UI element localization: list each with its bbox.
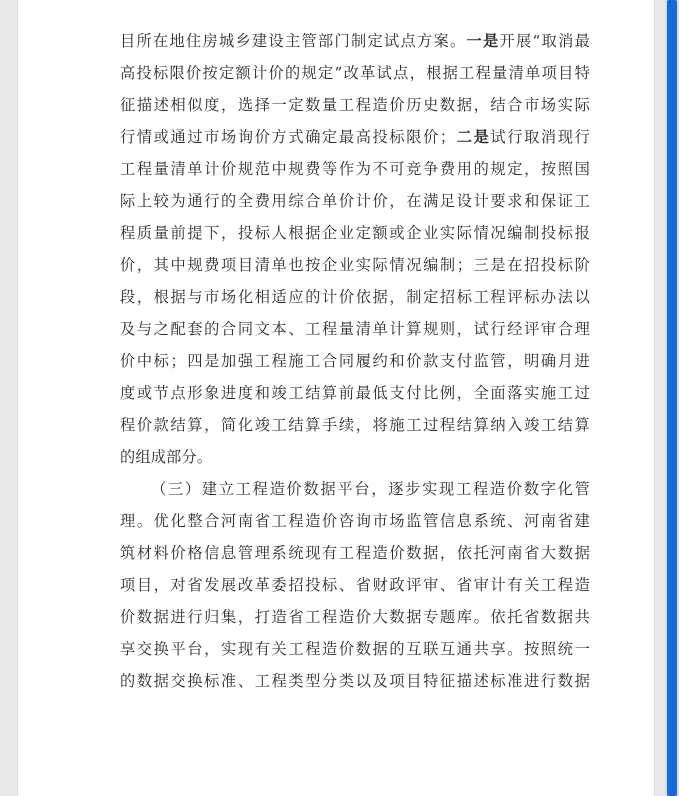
text-line xyxy=(120,249,590,281)
text-line xyxy=(120,665,590,697)
text-line xyxy=(120,473,590,505)
text-run: 试行取消现行 xyxy=(490,128,590,146)
text-run: 价，其中规费项目清单也按企业实际情况编制；三是在招投标阶 xyxy=(120,256,590,274)
text-run: 目所在地住房城乡建设主管部门制定试点方案。 xyxy=(120,32,467,50)
text-line xyxy=(120,185,590,217)
text-run: 程价款结算，简化竣工结算手续，将施工过程结算纳入竣工结算 xyxy=(120,416,590,434)
text-line xyxy=(120,409,590,441)
text-line xyxy=(120,89,590,121)
text-line xyxy=(120,25,590,57)
bold-text: 一是 xyxy=(466,32,500,50)
text-line xyxy=(120,217,590,249)
text-run: 度或节点形象进度和竣工结算前最低支付比例，全面落实施工过 xyxy=(120,384,590,402)
text-run: 筑材料价格信息管理系统现有工程造价数据，依托河南省大数据 xyxy=(120,544,590,562)
text-run: （三）建立工程造价数据平台，逐步实现工程造价数字化管 xyxy=(151,480,590,498)
text-line xyxy=(120,377,590,409)
text-run: 享交换平台，实现有关工程造价数据的互联互通共享。按照统一 xyxy=(120,640,590,658)
text-run: 价数据进行归集，打造省工程造价大数据专题库。依托省数据共 xyxy=(120,608,590,626)
text-run: 及与之配套的合同文本、工程量清单计算规则，试行经评审合理 xyxy=(120,320,590,338)
text-line xyxy=(120,153,590,185)
text-run: 征描述相似度，选择一定数量工程造价历史数据，结合市场实际 xyxy=(120,96,590,114)
text-run: 际上较为通行的全费用综合单价计价，在满足设计要求和保证工 xyxy=(120,192,590,210)
text-run: 价中标；四是加强工程施工合同履约和价款支付监管，明确月进 xyxy=(120,352,590,370)
text-run: 工程量清单计价规范中规费等作为不可竞争费用的规定，按照国 xyxy=(120,160,590,178)
document-page xyxy=(18,0,654,796)
text-run: 理。优化整合河南省工程造价咨询市场监管信息系统、河南省建 xyxy=(120,512,590,530)
text-run: 行情或通过市场询价方式确定最高投标限价； xyxy=(120,128,456,146)
text-line xyxy=(120,121,590,153)
text-line xyxy=(120,537,590,569)
text-line xyxy=(120,601,590,633)
text-line xyxy=(120,281,590,313)
text-run: 的组成部分。 xyxy=(120,448,213,466)
text-run: 高投标限价按定额计价的规定”改革试点，根据工程量清单项目特 xyxy=(120,64,590,82)
text-run: 项目，对省发展改革委招投标、省财政评审、省审计有关工程造 xyxy=(120,576,590,594)
vertical-scrollbar[interactable] xyxy=(665,0,679,796)
text-run: 的数据交换标准、工程类型分类以及项目特征描述标准进行数据 xyxy=(120,672,590,690)
text-run: 程质量前提下，投标人根据企业定额或企业实际情况编制投标报 xyxy=(120,224,590,242)
text-line xyxy=(120,345,590,377)
body-text xyxy=(120,25,590,697)
text-line xyxy=(120,633,590,665)
scrollbar-thumb[interactable] xyxy=(667,0,677,796)
text-line xyxy=(120,505,590,537)
text-line xyxy=(120,57,590,89)
text-line xyxy=(120,569,590,601)
text-run: 开展“取消最 xyxy=(499,32,591,50)
text-run: 段，根据与市场化相适应的计价依据，制定招标工程评标办法以 xyxy=(120,288,590,306)
text-line xyxy=(120,441,590,473)
text-line xyxy=(120,313,590,345)
bold-text: 二是 xyxy=(455,128,491,146)
